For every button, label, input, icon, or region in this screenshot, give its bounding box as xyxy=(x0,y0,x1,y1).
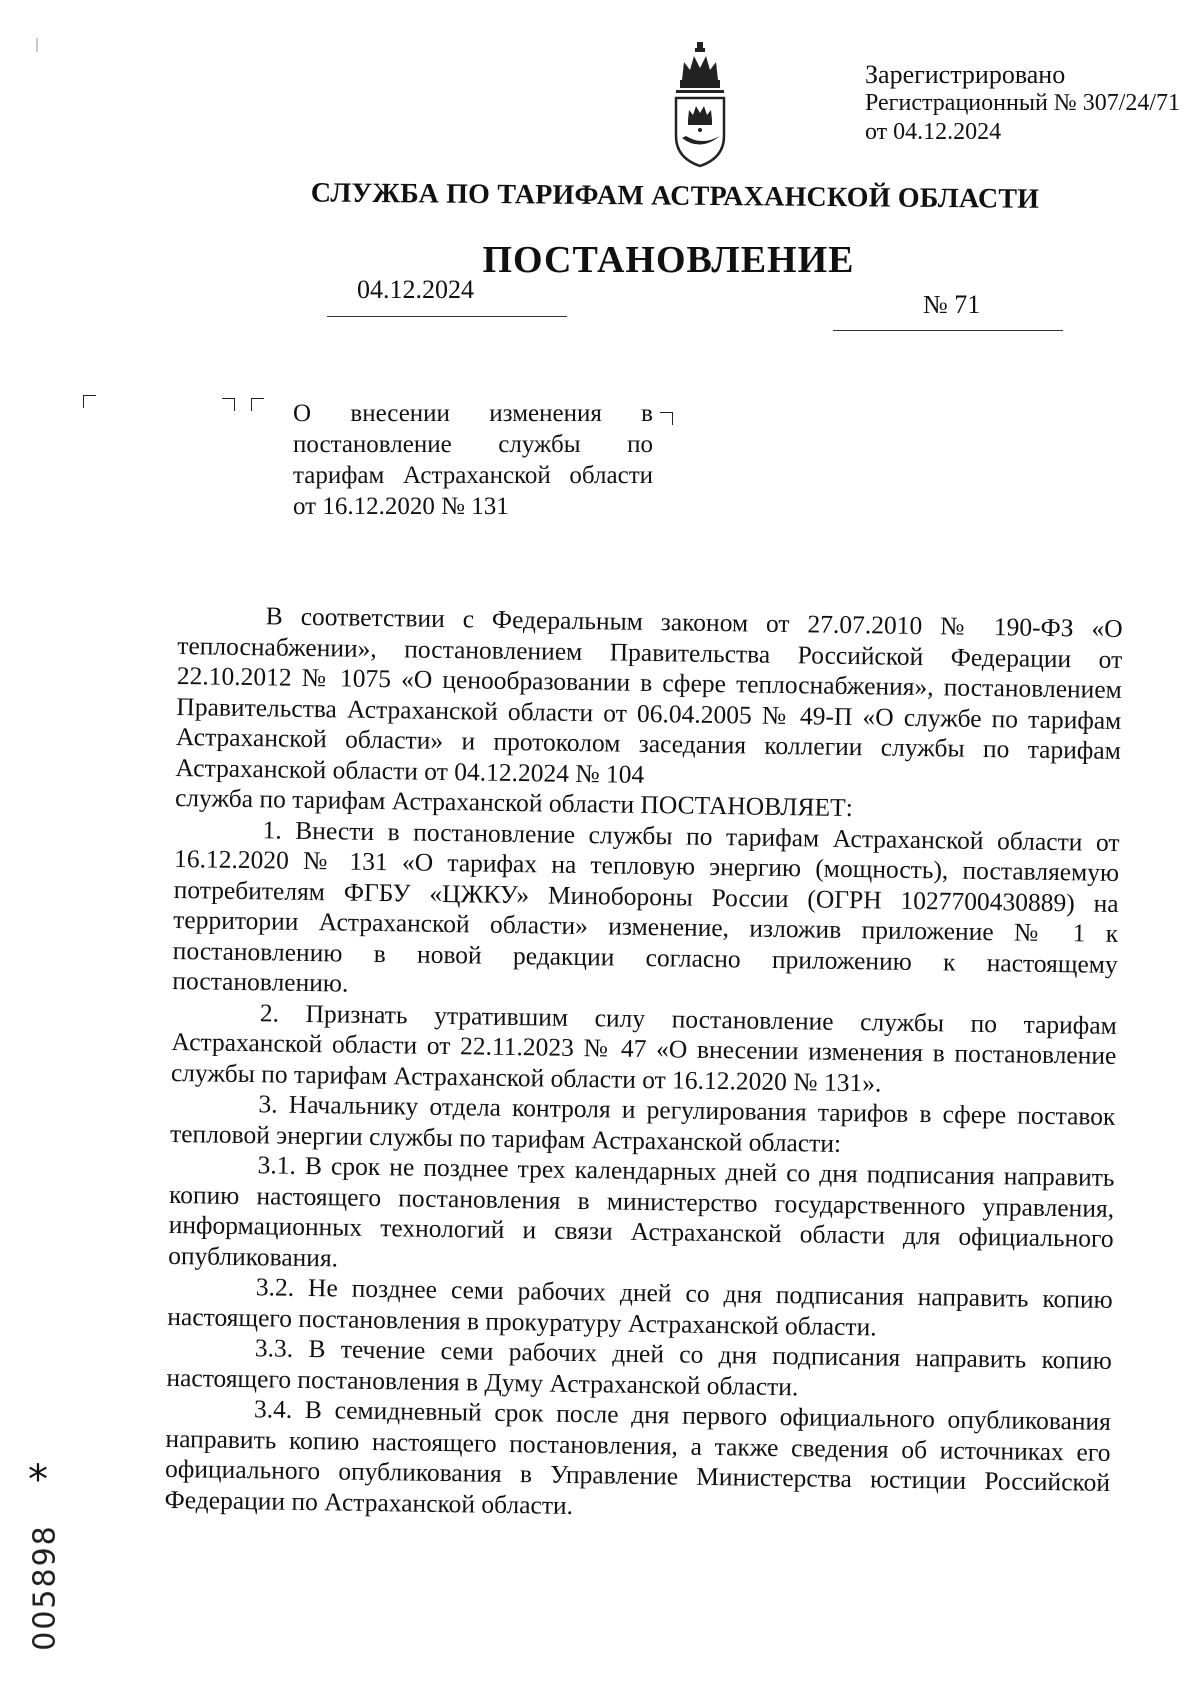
corner-bracket-left xyxy=(83,395,96,408)
clause-3-1: 3.1. В срок не позднее трех календарных дней со дня подписания направить копию настоящего постановления в министерство государственного управления, информационных технологий и связи Астраханской области для официального опубликования. xyxy=(168,1150,1115,1272)
scan-edge-mark xyxy=(36,38,38,52)
document-body xyxy=(164,600,1122,1529)
asterisk-mark: * xyxy=(28,1457,48,1503)
clause-2: 2. Признать утратившим силу постановление службы по тарифам Астраханской области от 22.11.2023 № 47 «О внесении изменения в постановление службы по тарифам Астраханской области от 16.12.2020 № 131». xyxy=(170,997,1118,1097)
clause-1: 1. Внести в постановление службы по тарифам Астраханской области от 16.12.2020 № 131 «О тарифах на тепловую энергию (мощность), поставляемую потребителям ФГБУ «ЦЖКУ» Минобороны России (ОГРН 1027700430889) на территории Астраханской области» изменение, изложив приложение № 1 к постановлению в новой редакции согласно приложению к настоящему постановлению. xyxy=(172,814,1120,998)
document-number: № 71 xyxy=(923,290,981,319)
registration-number: Регистрационный № 307/24/71 xyxy=(865,90,1181,116)
corner-bracket-mid-left xyxy=(251,398,264,411)
corner-bracket-mid-right xyxy=(222,398,235,411)
number-underline xyxy=(833,330,1063,331)
date-underline xyxy=(327,316,567,317)
side-stamp xyxy=(10,1457,80,1651)
coat-of-arms-icon xyxy=(662,40,738,170)
document-date: 04.12.2024 xyxy=(357,275,474,304)
registration-block xyxy=(865,60,1195,147)
clause-3-2: 3.2. Не позднее семи рабочих дней со дня подписания направить копию настоящего постановления в прокуратуру Астраханской области. xyxy=(167,1272,1113,1341)
clause-3-4: 3.4. В семидневный срок после дня первого официального опубликования направить копию настоящего постановления, а также сведения об источниках его официального опубликования в Управление Министерства юстиции Российской Федерации по Астраханской области. xyxy=(164,1394,1112,1520)
preamble-paragraph: В соответствии с Федеральным законом от 27.07.2010 № 190-ФЗ «О теплоснабжении», постановлением Правительства Российской Федерации от 22.10.2012 № 1075 «О ценообразовании в сфере теплоснабжения», постановлением Правительства Астраханской области от 06.04.2005 № 49-П «О службе по тарифам Астраханской области» и протоколом заседания коллегии службы по тарифам Астраханской области от 04.12.2024 № 104 xyxy=(175,601,1123,789)
document-type: ПОСТАНОВЛЕНИЕ xyxy=(482,239,855,281)
registration-date: от 04.12.2024 xyxy=(865,119,1002,145)
resolves-line: служба по тарифам Астраханской области ПОСТАНОВЛЯЕТ: xyxy=(174,782,853,823)
document-code: 005898 xyxy=(27,1524,63,1651)
clause-3-3: 3.3. В течение семи рабочих дней со дня подписания направить копию настоящего постановления в Думу Астраханской области. xyxy=(166,1333,1113,1401)
document-subject: О внесении изменения в постановление службы по тарифам Астраханской области от 16.12.2020 № 131 xyxy=(293,400,653,520)
clause-3: 3. Начальнику отдела контроля и регулирования тарифов в сфере поставок тепловой энергии службы по тарифам Астраханской области: xyxy=(169,1089,1116,1158)
corner-bracket-right xyxy=(660,412,673,425)
agency-name: СЛУЖБА ПО ТАРИФАМ АСТРАХАНСКОЙ ОБЛАСТИ xyxy=(310,177,1040,215)
registration-title: Зарегистрировано xyxy=(865,60,1066,89)
